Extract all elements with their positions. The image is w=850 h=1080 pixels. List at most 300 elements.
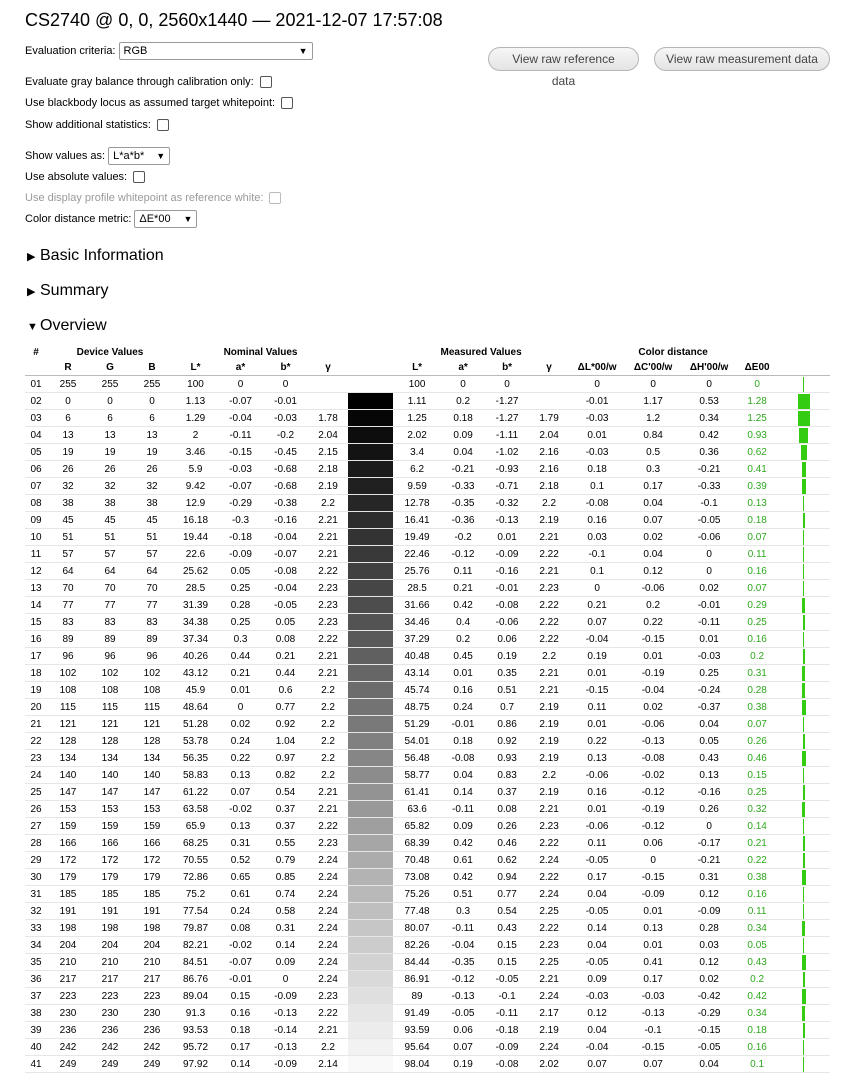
delta-e-bar-cell bbox=[777, 1005, 830, 1022]
cell: 249 bbox=[89, 1056, 131, 1073]
cell: 19 bbox=[47, 444, 89, 461]
cell: 2.21 bbox=[529, 529, 569, 546]
section-summary[interactable] bbox=[27, 282, 108, 300]
cell-nominal-gamma: 2.24 bbox=[308, 954, 348, 971]
cell: 102 bbox=[131, 665, 173, 682]
additional-stats-row bbox=[25, 119, 169, 131]
cell: 191 bbox=[47, 903, 89, 920]
cell: 0.7 bbox=[485, 699, 529, 716]
cell: 0.04 bbox=[569, 1022, 625, 1039]
cell-nominal-gamma: 2.22 bbox=[308, 818, 348, 835]
delta-e-bar bbox=[802, 479, 806, 494]
table-row bbox=[25, 444, 830, 461]
cell: 0.01 bbox=[681, 631, 737, 648]
cell: 1.13 bbox=[173, 393, 218, 410]
cell: 84.44 bbox=[393, 954, 441, 971]
cell: 185 bbox=[89, 886, 131, 903]
cell: 2.19 bbox=[529, 733, 569, 750]
cell: 236 bbox=[89, 1022, 131, 1039]
cell: 210 bbox=[89, 954, 131, 971]
chevron-down-icon: ▼ bbox=[298, 46, 308, 56]
delta-e-bar-cell bbox=[777, 495, 830, 512]
cell: -0.32 bbox=[485, 495, 529, 512]
cell: 0.61 bbox=[218, 886, 263, 903]
cell: 0.01 bbox=[569, 665, 625, 682]
cell: -0.01 bbox=[485, 580, 529, 597]
cell: 0.1 bbox=[569, 478, 625, 495]
cell: 2.21 bbox=[529, 665, 569, 682]
delta-e-bar-cell bbox=[777, 835, 830, 852]
cell: 2.16 bbox=[529, 461, 569, 478]
cell: 2.18 bbox=[529, 478, 569, 495]
delta-e-bar bbox=[803, 513, 805, 528]
cell: 0.13 bbox=[681, 767, 737, 784]
gray-swatch bbox=[348, 750, 393, 767]
subheader-delta-h: ΔH'00/w bbox=[681, 359, 737, 376]
show-values-select[interactable] bbox=[108, 147, 170, 165]
gray-balance-checkbox[interactable] bbox=[260, 76, 272, 88]
cell: 6 bbox=[89, 410, 131, 427]
cell: -0.29 bbox=[681, 1005, 737, 1022]
cell: 0.14 bbox=[569, 920, 625, 937]
table-row bbox=[25, 1039, 830, 1056]
cell: -0.01 bbox=[263, 393, 308, 410]
table-row bbox=[25, 818, 830, 835]
cell: 147 bbox=[89, 784, 131, 801]
cell: 0.06 bbox=[485, 631, 529, 648]
cell: 2.22 bbox=[529, 597, 569, 614]
delta-e-bar-cell bbox=[777, 954, 830, 971]
cell-nominal-gamma: 2.22 bbox=[308, 563, 348, 580]
delta-e-bar bbox=[802, 462, 806, 477]
cell: 198 bbox=[89, 920, 131, 937]
cell: 1.79 bbox=[529, 410, 569, 427]
cell: 0.42 bbox=[441, 597, 485, 614]
cell-delta-e: 0.25 bbox=[737, 784, 777, 801]
gray-swatch bbox=[348, 835, 393, 852]
cell: 0.65 bbox=[218, 869, 263, 886]
table-row bbox=[25, 801, 830, 818]
cell: 1.25 bbox=[393, 410, 441, 427]
table-row bbox=[25, 597, 830, 614]
cell: 128 bbox=[89, 733, 131, 750]
header-color-distance: Color distance bbox=[638, 346, 708, 358]
cell: 0.03 bbox=[681, 937, 737, 954]
cell: 0.12 bbox=[569, 1005, 625, 1022]
cell: 179 bbox=[47, 869, 89, 886]
row-id: 01 bbox=[25, 376, 47, 393]
cell: -0.19 bbox=[625, 665, 681, 682]
cell: -0.21 bbox=[681, 852, 737, 869]
view-raw-reference-button[interactable]: View raw reference data bbox=[488, 47, 639, 71]
row-id: 39 bbox=[25, 1022, 47, 1039]
table-row bbox=[25, 461, 830, 478]
gray-swatch bbox=[348, 767, 393, 784]
cell: 2.25 bbox=[529, 954, 569, 971]
cell: 0.44 bbox=[263, 665, 308, 682]
cell: 0.25 bbox=[681, 665, 737, 682]
cell: 1.17 bbox=[625, 393, 681, 410]
cell-delta-e: 0.21 bbox=[737, 835, 777, 852]
cell: 2.19 bbox=[529, 716, 569, 733]
cell: 166 bbox=[131, 835, 173, 852]
cell: 0.18 bbox=[218, 1022, 263, 1039]
table-row bbox=[25, 682, 830, 699]
cell: 2.24 bbox=[529, 988, 569, 1005]
delta-e-bar-cell bbox=[777, 733, 830, 750]
cell: 0.28 bbox=[681, 920, 737, 937]
gray-swatch bbox=[348, 597, 393, 614]
cell: -0.21 bbox=[441, 461, 485, 478]
section-basic-information[interactable] bbox=[27, 247, 164, 265]
table-row bbox=[25, 767, 830, 784]
cell: 16.18 bbox=[173, 512, 218, 529]
show-values-value: L*a*b* bbox=[113, 150, 145, 162]
cell: -0.09 bbox=[263, 1056, 308, 1073]
cell: 57 bbox=[47, 546, 89, 563]
cell-delta-e: 0.15 bbox=[737, 767, 777, 784]
cell: 0.21 bbox=[218, 665, 263, 682]
cell: 80.07 bbox=[393, 920, 441, 937]
cell-nominal-gamma bbox=[308, 376, 348, 393]
row-id: 36 bbox=[25, 971, 47, 988]
cell: 115 bbox=[131, 699, 173, 716]
cell: -0.29 bbox=[218, 495, 263, 512]
cell: 12.9 bbox=[173, 495, 218, 512]
cell: -0.13 bbox=[263, 1005, 308, 1022]
gray-swatch bbox=[348, 665, 393, 682]
chevron-down-icon: ▼ bbox=[183, 214, 193, 224]
cell: 2.19 bbox=[529, 784, 569, 801]
cell-nominal-gamma: 2.18 bbox=[308, 461, 348, 478]
cell: 0.93 bbox=[485, 750, 529, 767]
cell: 2.19 bbox=[529, 750, 569, 767]
cell: -0.35 bbox=[441, 954, 485, 971]
cell: 45 bbox=[89, 512, 131, 529]
cell: 0.02 bbox=[681, 580, 737, 597]
row-id: 13 bbox=[25, 580, 47, 597]
cell: 19 bbox=[131, 444, 173, 461]
cell: 0.13 bbox=[625, 920, 681, 937]
cell: 230 bbox=[131, 1005, 173, 1022]
cell-nominal-gamma: 2.21 bbox=[308, 784, 348, 801]
cell: 38 bbox=[47, 495, 89, 512]
cell: 0.37 bbox=[263, 818, 308, 835]
cell: 48.75 bbox=[393, 699, 441, 716]
cell: -0.37 bbox=[681, 699, 737, 716]
table-row bbox=[25, 580, 830, 597]
cell: -0.36 bbox=[441, 512, 485, 529]
metric-select[interactable] bbox=[134, 210, 197, 228]
cell-nominal-gamma: 2.23 bbox=[308, 614, 348, 631]
row-id: 40 bbox=[25, 1039, 47, 1056]
cell: 96 bbox=[89, 648, 131, 665]
cell: 38 bbox=[131, 495, 173, 512]
evaluation-criteria-select[interactable] bbox=[119, 42, 313, 60]
gray-swatch bbox=[348, 682, 393, 699]
absolute-values-checkbox[interactable] bbox=[133, 171, 145, 183]
cell: 179 bbox=[131, 869, 173, 886]
cell: 48.64 bbox=[173, 699, 218, 716]
cell-delta-e: 0.42 bbox=[737, 988, 777, 1005]
delta-e-bar-cell bbox=[777, 529, 830, 546]
cell: -0.09 bbox=[625, 886, 681, 903]
cell: -0.2 bbox=[263, 427, 308, 444]
cell: 0.18 bbox=[441, 410, 485, 427]
profile-whitepoint-label: Use display profile whitepoint as reference white: bbox=[25, 192, 264, 204]
delta-e-bar bbox=[803, 819, 804, 834]
cell: 40.48 bbox=[393, 648, 441, 665]
cell: 0.42 bbox=[441, 869, 485, 886]
cell: 98.04 bbox=[393, 1056, 441, 1073]
cell: 82.21 bbox=[173, 937, 218, 954]
cell: 25.62 bbox=[173, 563, 218, 580]
cell: 34.46 bbox=[393, 614, 441, 631]
gray-swatch bbox=[348, 1056, 393, 1073]
table-row bbox=[25, 903, 830, 920]
section-basic-information-label: Basic Information bbox=[40, 247, 164, 264]
cell: 70 bbox=[47, 580, 89, 597]
cell: 0.04 bbox=[441, 444, 485, 461]
cell: 0.37 bbox=[263, 801, 308, 818]
cell: 249 bbox=[47, 1056, 89, 1073]
additional-stats-checkbox[interactable] bbox=[157, 119, 169, 131]
cell: 2.17 bbox=[529, 1005, 569, 1022]
cell: 153 bbox=[47, 801, 89, 818]
cell: -0.08 bbox=[263, 563, 308, 580]
profile-whitepoint-checkbox bbox=[269, 192, 281, 204]
cell: 22.6 bbox=[173, 546, 218, 563]
delta-e-bar bbox=[803, 717, 804, 732]
cell: 204 bbox=[89, 937, 131, 954]
delta-e-bar-cell bbox=[777, 869, 830, 886]
cell: 0.74 bbox=[263, 886, 308, 903]
row-id: 27 bbox=[25, 818, 47, 835]
cell: 2.23 bbox=[529, 818, 569, 835]
page-title: CS2740 @ 0, 0, 2560x1440 — 2021-12-07 17:57:08 bbox=[25, 10, 443, 30]
cell: 0.17 bbox=[625, 971, 681, 988]
cell: 65.9 bbox=[173, 818, 218, 835]
cell: 45 bbox=[47, 512, 89, 529]
cell: 0.51 bbox=[441, 886, 485, 903]
cell: 75.26 bbox=[393, 886, 441, 903]
row-id: 30 bbox=[25, 869, 47, 886]
cell: 77 bbox=[47, 597, 89, 614]
cell: 2.19 bbox=[529, 512, 569, 529]
cell: 140 bbox=[131, 767, 173, 784]
cell: 2.16 bbox=[529, 444, 569, 461]
view-raw-measurement-button[interactable]: View raw measurement data bbox=[654, 47, 830, 71]
row-id: 09 bbox=[25, 512, 47, 529]
cell: 32 bbox=[47, 478, 89, 495]
table-row bbox=[25, 1005, 830, 1022]
cell: 0.55 bbox=[263, 835, 308, 852]
cell: 0.26 bbox=[485, 818, 529, 835]
table-row bbox=[25, 529, 830, 546]
cell: 0.19 bbox=[441, 1056, 485, 1073]
section-overview[interactable] bbox=[27, 317, 107, 335]
gray-swatch bbox=[348, 529, 393, 546]
cell: 0.19 bbox=[485, 648, 529, 665]
table-row bbox=[25, 920, 830, 937]
cell: 134 bbox=[131, 750, 173, 767]
cell: 0.82 bbox=[263, 767, 308, 784]
cell: 45 bbox=[131, 512, 173, 529]
blackbody-row bbox=[25, 97, 293, 109]
cell: 128 bbox=[47, 733, 89, 750]
absolute-values-row bbox=[25, 171, 145, 183]
delta-e-bar bbox=[802, 921, 805, 936]
cell: 0.01 bbox=[485, 529, 529, 546]
cell: 0.58 bbox=[263, 903, 308, 920]
table-row bbox=[25, 971, 830, 988]
overview-table bbox=[25, 345, 830, 1073]
cell: 0.04 bbox=[625, 546, 681, 563]
row-id: 24 bbox=[25, 767, 47, 784]
table-row bbox=[25, 614, 830, 631]
gray-swatch bbox=[348, 869, 393, 886]
cell: 2.21 bbox=[529, 682, 569, 699]
cell: 0 bbox=[218, 376, 263, 393]
gray-swatch bbox=[348, 716, 393, 733]
cell: 159 bbox=[89, 818, 131, 835]
cell: 0.01 bbox=[441, 665, 485, 682]
row-id: 10 bbox=[25, 529, 47, 546]
profile-whitepoint-row bbox=[25, 192, 281, 204]
table-row bbox=[25, 648, 830, 665]
cell: 2.22 bbox=[529, 835, 569, 852]
cell-nominal-gamma: 2.23 bbox=[308, 580, 348, 597]
cell: -0.71 bbox=[485, 478, 529, 495]
cell: -0.14 bbox=[263, 1022, 308, 1039]
cell: -0.13 bbox=[263, 1039, 308, 1056]
delta-e-bar-cell bbox=[777, 546, 830, 563]
cell: 0.4 bbox=[441, 614, 485, 631]
gray-swatch bbox=[348, 495, 393, 512]
cell: 0.02 bbox=[681, 971, 737, 988]
cell: 53.78 bbox=[173, 733, 218, 750]
cell-delta-e: 0.43 bbox=[737, 954, 777, 971]
blackbody-checkbox[interactable] bbox=[281, 97, 293, 109]
cell: 0.34 bbox=[681, 410, 737, 427]
cell: 159 bbox=[131, 818, 173, 835]
cell: 0.1 bbox=[569, 563, 625, 580]
cell: 0.16 bbox=[441, 682, 485, 699]
cell: 185 bbox=[131, 886, 173, 903]
cell-nominal-gamma: 2.2 bbox=[308, 733, 348, 750]
row-id: 15 bbox=[25, 614, 47, 631]
gray-swatch bbox=[348, 920, 393, 937]
cell: 0.11 bbox=[569, 699, 625, 716]
cell: 63.58 bbox=[173, 801, 218, 818]
cell: 0.28 bbox=[218, 597, 263, 614]
cell: -0.16 bbox=[263, 512, 308, 529]
delta-e-bar bbox=[798, 411, 810, 426]
cell-delta-e: 0.07 bbox=[737, 580, 777, 597]
delta-e-bar bbox=[803, 530, 804, 545]
row-id: 41 bbox=[25, 1056, 47, 1073]
table-row bbox=[25, 376, 830, 393]
cell: 0.14 bbox=[441, 784, 485, 801]
cell: -0.06 bbox=[569, 767, 625, 784]
cell: 0.3 bbox=[218, 631, 263, 648]
show-values-label: Show values as: bbox=[25, 150, 106, 162]
delta-e-bar bbox=[802, 751, 806, 766]
cell-nominal-gamma: 2.2 bbox=[308, 699, 348, 716]
cell-delta-e: 0.38 bbox=[737, 699, 777, 716]
cell: 51.28 bbox=[173, 716, 218, 733]
cell: 0.31 bbox=[218, 835, 263, 852]
cell: 0.13 bbox=[569, 750, 625, 767]
cell: 70.48 bbox=[393, 852, 441, 869]
cell-nominal-gamma: 2.24 bbox=[308, 937, 348, 954]
delta-e-bar bbox=[802, 666, 805, 681]
table-row bbox=[25, 393, 830, 410]
delta-e-bar bbox=[803, 938, 804, 953]
delta-e-bar-cell bbox=[777, 1022, 830, 1039]
cell-nominal-gamma: 2.15 bbox=[308, 444, 348, 461]
table-row bbox=[25, 733, 830, 750]
cell: 0.15 bbox=[485, 937, 529, 954]
cell: 84.51 bbox=[173, 954, 218, 971]
gray-swatch bbox=[348, 461, 393, 478]
table-row bbox=[25, 886, 830, 903]
cell-nominal-gamma: 2.21 bbox=[308, 529, 348, 546]
cell: 153 bbox=[131, 801, 173, 818]
cell: 0.53 bbox=[681, 393, 737, 410]
cell: 0.84 bbox=[625, 427, 681, 444]
additional-stats-label: Show additional statistics: bbox=[25, 119, 151, 131]
cell: -0.16 bbox=[681, 784, 737, 801]
cell: 79.87 bbox=[173, 920, 218, 937]
cell: 0.35 bbox=[485, 665, 529, 682]
cell: 223 bbox=[89, 988, 131, 1005]
cell: -0.16 bbox=[485, 563, 529, 580]
delta-e-bar-cell bbox=[777, 427, 830, 444]
cell: 61.41 bbox=[393, 784, 441, 801]
cell: 96 bbox=[47, 648, 89, 665]
cell: 0.83 bbox=[485, 767, 529, 784]
cell: 153 bbox=[89, 801, 131, 818]
cell: 77.54 bbox=[173, 903, 218, 920]
cell: 0 bbox=[569, 580, 625, 597]
cell: 0 bbox=[681, 818, 737, 835]
cell-delta-e: 0.2 bbox=[737, 971, 777, 988]
row-id: 37 bbox=[25, 988, 47, 1005]
delta-e-bar-cell bbox=[777, 852, 830, 869]
delta-e-bar bbox=[802, 683, 805, 698]
evaluation-criteria-value: RGB bbox=[123, 45, 148, 57]
delta-e-bar bbox=[803, 615, 805, 630]
triangle-right-icon: ▶ bbox=[27, 286, 36, 298]
cell: 12.78 bbox=[393, 495, 441, 512]
cell: 13 bbox=[89, 427, 131, 444]
delta-e-bar bbox=[802, 1006, 805, 1021]
subheader-measured-gamma: γ bbox=[529, 359, 569, 376]
cell: 89 bbox=[89, 631, 131, 648]
cell: 166 bbox=[47, 835, 89, 852]
cell: -0.12 bbox=[625, 818, 681, 835]
gray-swatch bbox=[348, 376, 393, 393]
cell: 0.77 bbox=[485, 886, 529, 903]
cell: 217 bbox=[47, 971, 89, 988]
cell: 2.24 bbox=[529, 1039, 569, 1056]
cell: 0.97 bbox=[263, 750, 308, 767]
cell: 204 bbox=[131, 937, 173, 954]
cell: -0.01 bbox=[218, 971, 263, 988]
header-nominal-values: Nominal Values bbox=[223, 346, 298, 358]
cell: 22.46 bbox=[393, 546, 441, 563]
